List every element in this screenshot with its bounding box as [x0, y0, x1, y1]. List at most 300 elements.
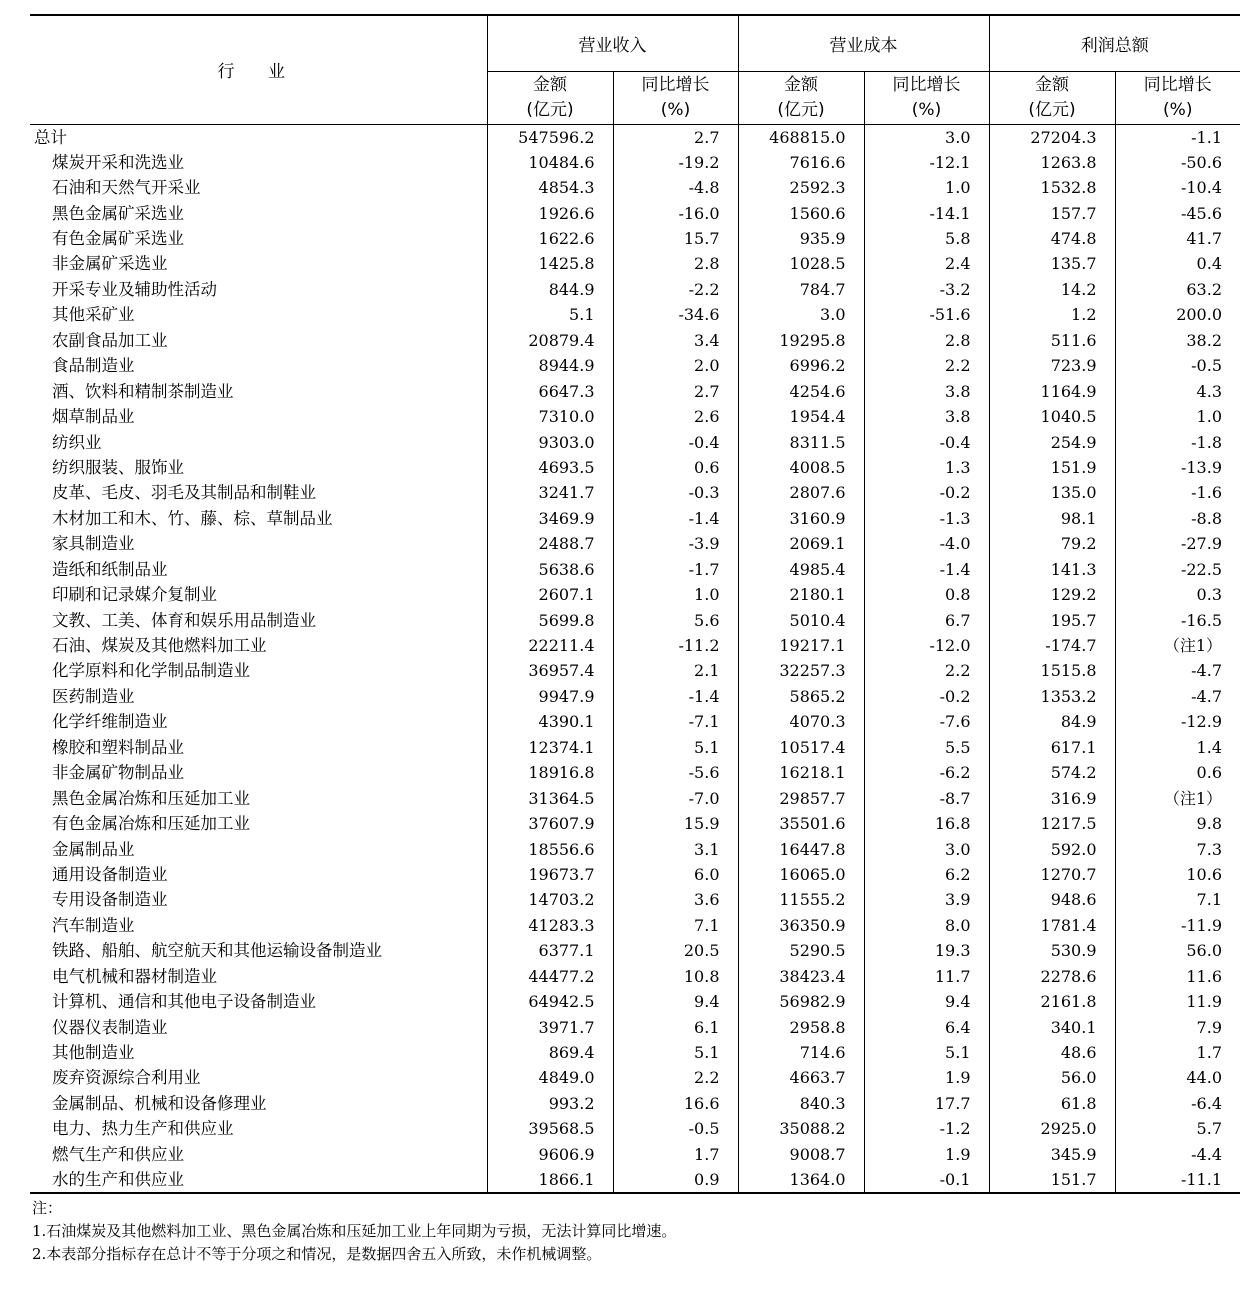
revenue-amount-cell: 4693.5	[487, 455, 613, 480]
revenue-amount-cell: 37607.9	[487, 811, 613, 836]
revenue-growth-cell: -11.2	[613, 633, 738, 658]
table-row	[30, 531, 1240, 556]
revenue-growth-cell: 3.4	[613, 328, 738, 353]
industry-cell: 木材加工和木、竹、藤、棕、草制品业	[52, 508, 333, 528]
revenue-growth-cell: -2.2	[613, 277, 738, 302]
table-row	[30, 175, 1240, 200]
revenue-amount-cell: 39568.5	[487, 1116, 613, 1141]
profit-growth-cell: 7.1	[1115, 887, 1240, 912]
industry-cell: 有色金属冶炼和压延加工业	[52, 814, 250, 834]
subheader-unit: (亿元)	[777, 99, 825, 120]
profit-growth-cell: 11.9	[1115, 989, 1240, 1014]
profit-amount-cell: 592.0	[989, 836, 1115, 861]
profit-growth-cell: -4.7	[1115, 684, 1240, 709]
cost-amount-cell: 840.3	[738, 1091, 864, 1116]
cost-amount-cell: 29857.7	[738, 785, 864, 810]
table-body	[30, 124, 1240, 1193]
cost-amount-cell: 4985.4	[738, 557, 864, 582]
profit-growth-cell: 0.4	[1115, 251, 1240, 276]
revenue-amount-cell: 2488.7	[487, 531, 613, 556]
industry-cell: 医药制造业	[52, 686, 135, 706]
revenue-amount-cell: 10484.6	[487, 150, 613, 175]
table-row	[30, 506, 1240, 531]
table-row	[30, 1142, 1240, 1167]
table-row	[30, 735, 1240, 760]
profit-amount-cell: 1217.5	[989, 811, 1115, 836]
revenue-amount-cell: 4390.1	[487, 709, 613, 734]
table-row	[30, 1040, 1240, 1065]
table-row	[30, 684, 1240, 709]
industry-cell: 水的生产和供应业	[52, 1170, 184, 1189]
profit-amount-cell: 254.9	[989, 429, 1115, 454]
revenue-growth-cell: 1.7	[613, 1142, 738, 1167]
cost-amount-cell: 19217.1	[738, 633, 864, 658]
profit-amount-cell: 511.6	[989, 328, 1115, 353]
cost-amount-cell: 3160.9	[738, 506, 864, 531]
revenue-growth-cell: -1.7	[613, 557, 738, 582]
revenue-growth-cell: -0.3	[613, 480, 738, 505]
profit-growth-cell: 200.0	[1115, 302, 1240, 327]
revenue-growth-cell: 15.9	[613, 811, 738, 836]
revenue-growth-cell: 2.1	[613, 658, 738, 683]
revenue-amount-cell: 14703.2	[487, 887, 613, 912]
revenue-growth-cell: 5.1	[613, 1040, 738, 1065]
table-row	[30, 1116, 1240, 1141]
table-row	[30, 200, 1240, 225]
profit-amount-cell: 723.9	[989, 353, 1115, 378]
revenue-growth-cell: 2.6	[613, 404, 738, 429]
revenue-amount-cell: 5638.6	[487, 557, 613, 582]
profit-amount-cell: 157.7	[989, 200, 1115, 225]
profit-amount-cell: 2278.6	[989, 964, 1115, 989]
profit-amount-cell: 1270.7	[989, 862, 1115, 887]
revenue-amount-cell: 1622.6	[487, 226, 613, 251]
industry-cell: 食品制造业	[52, 356, 135, 376]
industry-cell: 总计	[34, 127, 67, 147]
profit-amount-cell: 1164.9	[989, 378, 1115, 403]
profit-growth-cell: 0.6	[1115, 760, 1240, 785]
industry-cell: 煤炭开采和洗选业	[52, 152, 184, 172]
table-row	[30, 938, 1240, 963]
subheader-unit: (%)	[911, 99, 942, 120]
cost-growth-cell: 19.3	[864, 938, 989, 963]
profit-amount-cell: 1040.5	[989, 404, 1115, 429]
revenue-amount-cell: 3469.9	[487, 506, 613, 531]
revenue-amount-cell: 1926.6	[487, 200, 613, 225]
table-row	[30, 1065, 1240, 1090]
industry-cell: 黑色金属冶炼和压延加工业	[52, 788, 250, 808]
cost-amount-cell: 1560.6	[738, 200, 864, 225]
table-row	[30, 455, 1240, 480]
profit-amount-cell: 530.9	[989, 938, 1115, 963]
revenue-growth-cell: -3.9	[613, 531, 738, 556]
cost-growth-cell: -6.2	[864, 760, 989, 785]
profit-amount-cell: 84.9	[989, 709, 1115, 734]
cost-growth-cell: 16.8	[864, 811, 989, 836]
cost-amount-cell: 56982.9	[738, 989, 864, 1014]
cost-growth-cell: -14.1	[864, 200, 989, 225]
cost-amount-cell: 10517.4	[738, 735, 864, 760]
cost-amount-cell: 4008.5	[738, 455, 864, 480]
profit-growth-cell: -8.8	[1115, 506, 1240, 531]
profit-amount-cell: 195.7	[989, 607, 1115, 632]
industry-cell: 计算机、通信和其他电子设备制造业	[52, 992, 316, 1012]
revenue-growth-cell: 3.6	[613, 887, 738, 912]
profit-growth-cell: 9.8	[1115, 811, 1240, 836]
profit-amount-cell: 61.8	[989, 1091, 1115, 1116]
profit-amount-cell: 14.2	[989, 277, 1115, 302]
revenue-growth-cell: 6.0	[613, 862, 738, 887]
profit-growth-cell: 10.6	[1115, 862, 1240, 887]
table-row	[30, 226, 1240, 251]
cost-amount-cell: 1954.4	[738, 404, 864, 429]
cost-amount-cell: 4070.3	[738, 709, 864, 734]
cost-amount-cell: 38423.4	[738, 964, 864, 989]
table-row	[30, 658, 1240, 683]
cost-amount-cell: 32257.3	[738, 658, 864, 683]
revenue-growth-cell: 2.7	[613, 378, 738, 403]
subheader-label: 金额	[1035, 74, 1069, 95]
industry-cell: 印刷和记录媒介复制业	[52, 585, 217, 605]
cost-growth-cell: 17.7	[864, 1091, 989, 1116]
profit-growth-cell: 1.4	[1115, 735, 1240, 760]
cost-growth-cell: 3.8	[864, 404, 989, 429]
profit-growth-cell: 44.0	[1115, 1065, 1240, 1090]
table-row	[30, 633, 1240, 658]
notes-title: 注：	[32, 1199, 63, 1217]
header-revenue: 营业收入	[487, 15, 738, 71]
cost-amount-cell: 16065.0	[738, 862, 864, 887]
profit-amount-cell: 135.7	[989, 251, 1115, 276]
profit-amount-cell: 948.6	[989, 887, 1115, 912]
revenue-growth-cell: 9.4	[613, 989, 738, 1014]
industry-cell: 黑色金属矿采选业	[52, 203, 184, 223]
revenue-amount-cell: 20879.4	[487, 328, 613, 353]
table-row	[30, 760, 1240, 785]
revenue-amount-cell: 993.2	[487, 1091, 613, 1116]
revenue-growth-cell: 2.7	[613, 124, 738, 150]
cost-amount-cell: 5290.5	[738, 938, 864, 963]
cost-growth-cell: 3.0	[864, 124, 989, 150]
cost-growth-cell: 1.3	[864, 455, 989, 480]
revenue-growth-cell: 0.9	[613, 1167, 738, 1193]
profit-amount-cell: 135.0	[989, 480, 1115, 505]
industry-cell: 其他制造业	[52, 1043, 135, 1063]
profit-amount-cell: 98.1	[989, 506, 1115, 531]
revenue-amount-cell: 31364.5	[487, 785, 613, 810]
industry-cell: 电气机械和器材制造业	[52, 966, 217, 986]
table-row	[30, 353, 1240, 378]
header-industry: 行 业	[30, 15, 487, 124]
profit-amount-cell: 1781.4	[989, 913, 1115, 938]
industry-cell: 专用设备制造业	[52, 890, 168, 910]
revenue-amount-cell: 547596.2	[487, 124, 613, 150]
profit-amount-cell: 129.2	[989, 582, 1115, 607]
subheader-unit: (%)	[660, 99, 691, 120]
profit-growth-cell: 41.7	[1115, 226, 1240, 251]
cost-growth-cell: -1.2	[864, 1116, 989, 1141]
industry-cell: 化学纤维制造业	[52, 712, 168, 732]
cost-amount-cell: 35088.2	[738, 1116, 864, 1141]
revenue-amount-cell: 1866.1	[487, 1167, 613, 1193]
profit-amount-cell: 340.1	[989, 1014, 1115, 1039]
revenue-amount-cell: 44477.2	[487, 964, 613, 989]
revenue-amount-cell: 6647.3	[487, 378, 613, 403]
profit-growth-cell: -12.9	[1115, 709, 1240, 734]
table-row	[30, 480, 1240, 505]
cost-growth-cell: 9.4	[864, 989, 989, 1014]
revenue-growth-cell: -1.4	[613, 684, 738, 709]
subheader-label: 同比增长	[892, 74, 961, 95]
table-row	[30, 913, 1240, 938]
industry-cell: 农副食品加工业	[52, 330, 168, 350]
revenue-growth-cell: -0.5	[613, 1116, 738, 1141]
cost-growth-cell: 8.0	[864, 913, 989, 938]
revenue-growth-cell: 6.1	[613, 1014, 738, 1039]
revenue-growth-cell: 5.1	[613, 735, 738, 760]
cost-amount-cell: 1028.5	[738, 251, 864, 276]
revenue-growth-cell: 16.6	[613, 1091, 738, 1116]
cost-growth-cell: 3.9	[864, 887, 989, 912]
revenue-growth-cell: -34.6	[613, 302, 738, 327]
cost-amount-cell: 11555.2	[738, 887, 864, 912]
profit-amount-cell: 617.1	[989, 735, 1115, 760]
industry-cell: 皮革、毛皮、羽毛及其制品和制鞋业	[52, 483, 316, 503]
cost-growth-cell: -12.1	[864, 150, 989, 175]
revenue-amount-cell: 9606.9	[487, 1142, 613, 1167]
revenue-amount-cell: 9947.9	[487, 684, 613, 709]
cost-amount-cell: 935.9	[738, 226, 864, 251]
revenue-amount-cell: 36957.4	[487, 658, 613, 683]
cost-amount-cell: 16447.8	[738, 836, 864, 861]
subheader-cost-amount	[738, 71, 864, 124]
profit-amount-cell: 1263.8	[989, 150, 1115, 175]
cost-growth-cell: -4.0	[864, 531, 989, 556]
cost-amount-cell: 19295.8	[738, 328, 864, 353]
subheader-label: 同比增长	[1143, 74, 1212, 95]
revenue-amount-cell: 4849.0	[487, 1065, 613, 1090]
subheader-cost-growth	[864, 71, 989, 124]
note-1: 1.石油煤炭及其他燃料加工业、黑色金属冶炼和压延加工业上年同期为亏损，无法计算同比增速。	[32, 1222, 677, 1240]
revenue-amount-cell: 19673.7	[487, 862, 613, 887]
profit-growth-cell: -16.5	[1115, 607, 1240, 632]
header-cost: 营业成本	[738, 15, 989, 71]
subheader-profit-amount	[989, 71, 1115, 124]
profit-amount-cell: 1353.2	[989, 684, 1115, 709]
profit-growth-cell: -11.9	[1115, 913, 1240, 938]
profit-growth-cell: -11.1	[1115, 1167, 1240, 1193]
cost-growth-cell: -1.4	[864, 557, 989, 582]
revenue-growth-cell: -7.1	[613, 709, 738, 734]
industry-cell: 开采专业及辅助性活动	[52, 279, 217, 299]
profit-growth-cell: -27.9	[1115, 531, 1240, 556]
table-row	[30, 1014, 1240, 1039]
cost-growth-cell: -51.6	[864, 302, 989, 327]
cost-growth-cell: 6.2	[864, 862, 989, 887]
cost-amount-cell: 784.7	[738, 277, 864, 302]
cost-growth-cell: 3.0	[864, 836, 989, 861]
revenue-growth-cell: 15.7	[613, 226, 738, 251]
cost-growth-cell: 6.4	[864, 1014, 989, 1039]
cost-amount-cell: 9008.7	[738, 1142, 864, 1167]
profit-growth-cell: -13.9	[1115, 455, 1240, 480]
cost-growth-cell: 2.8	[864, 328, 989, 353]
cost-growth-cell: 2.4	[864, 251, 989, 276]
subheader-label: 同比增长	[641, 74, 710, 95]
cost-growth-cell: -0.2	[864, 480, 989, 505]
revenue-amount-cell: 7310.0	[487, 404, 613, 429]
subheader-revenue-amount	[487, 71, 613, 124]
industry-cell: 铁路、船舶、航空航天和其他运输设备制造业	[52, 941, 382, 961]
revenue-amount-cell: 6377.1	[487, 938, 613, 963]
revenue-growth-cell: -19.2	[613, 150, 738, 175]
profit-amount-cell: 151.9	[989, 455, 1115, 480]
cost-amount-cell: 2180.1	[738, 582, 864, 607]
revenue-growth-cell: 7.1	[613, 913, 738, 938]
table-row	[30, 607, 1240, 632]
cost-growth-cell: 5.8	[864, 226, 989, 251]
revenue-growth-cell: 0.6	[613, 455, 738, 480]
cost-amount-cell: 4254.6	[738, 378, 864, 403]
profit-amount-cell: 2925.0	[989, 1116, 1115, 1141]
industry-cell: 石油和天然气开采业	[52, 178, 201, 198]
profit-growth-cell: 7.9	[1115, 1014, 1240, 1039]
profit-amount-cell: 79.2	[989, 531, 1115, 556]
cost-growth-cell: 5.5	[864, 735, 989, 760]
cost-growth-cell: 1.0	[864, 175, 989, 200]
subheader-unit: (亿元)	[1028, 99, 1076, 120]
revenue-growth-cell: -4.8	[613, 175, 738, 200]
revenue-amount-cell: 5699.8	[487, 607, 613, 632]
industry-cell: 金属制品业	[52, 839, 135, 859]
revenue-amount-cell: 3241.7	[487, 480, 613, 505]
cost-growth-cell: -12.0	[864, 633, 989, 658]
cost-amount-cell: 2069.1	[738, 531, 864, 556]
revenue-growth-cell: 1.0	[613, 582, 738, 607]
profit-growth-cell: -0.5	[1115, 353, 1240, 378]
industry-cell: 酒、饮料和精制茶制造业	[52, 381, 234, 401]
profit-amount-cell: 1532.8	[989, 175, 1115, 200]
table-row	[30, 150, 1240, 175]
revenue-growth-cell: -5.6	[613, 760, 738, 785]
industry-cell: 其他采矿业	[52, 305, 135, 325]
industry-cell: 烟草制品业	[52, 407, 135, 427]
profit-amount-cell: 316.9	[989, 785, 1115, 810]
industry-cell: 家具制造业	[52, 534, 135, 554]
revenue-growth-cell: 2.2	[613, 1065, 738, 1090]
table-row	[30, 557, 1240, 582]
profit-growth-cell: -1.1	[1115, 124, 1240, 150]
cost-amount-cell: 714.6	[738, 1040, 864, 1065]
table-row	[30, 836, 1240, 861]
cost-amount-cell: 35501.6	[738, 811, 864, 836]
revenue-growth-cell: -16.0	[613, 200, 738, 225]
revenue-amount-cell: 844.9	[487, 277, 613, 302]
profit-growth-cell: -1.6	[1115, 480, 1240, 505]
profit-growth-cell: 38.2	[1115, 328, 1240, 353]
profit-growth-cell: -22.5	[1115, 557, 1240, 582]
revenue-amount-cell: 18916.8	[487, 760, 613, 785]
table-row	[30, 302, 1240, 327]
industry-cell: 金属制品、机械和设备修理业	[52, 1093, 267, 1113]
revenue-amount-cell: 869.4	[487, 1040, 613, 1065]
profit-growth-cell: -50.6	[1115, 150, 1240, 175]
profit-amount-cell: 1515.8	[989, 658, 1115, 683]
profit-amount-cell: 574.2	[989, 760, 1115, 785]
industry-cell: 非金属矿采选业	[52, 254, 168, 274]
cost-amount-cell: 3.0	[738, 302, 864, 327]
profit-growth-cell: -6.4	[1115, 1091, 1240, 1116]
cost-amount-cell: 2958.8	[738, 1014, 864, 1039]
industry-cell: 汽车制造业	[52, 915, 135, 935]
profit-amount-cell: 151.7	[989, 1167, 1115, 1193]
table-row	[30, 429, 1240, 454]
cost-amount-cell: 2807.6	[738, 480, 864, 505]
table-row	[30, 582, 1240, 607]
industry-cell: 橡胶和塑料制品业	[52, 737, 184, 757]
revenue-amount-cell: 1425.8	[487, 251, 613, 276]
table-row	[30, 989, 1240, 1014]
cost-growth-cell: 1.9	[864, 1142, 989, 1167]
profit-amount-cell: 345.9	[989, 1142, 1115, 1167]
revenue-amount-cell: 8944.9	[487, 353, 613, 378]
revenue-amount-cell: 4854.3	[487, 175, 613, 200]
profit-growth-cell: -45.6	[1115, 200, 1240, 225]
revenue-amount-cell: 22211.4	[487, 633, 613, 658]
cost-amount-cell: 7616.6	[738, 150, 864, 175]
profit-growth-cell: 11.6	[1115, 964, 1240, 989]
cost-growth-cell: -1.3	[864, 506, 989, 531]
revenue-amount-cell: 41283.3	[487, 913, 613, 938]
revenue-amount-cell: 9303.0	[487, 429, 613, 454]
industry-cell: 废弃资源综合利用业	[52, 1068, 201, 1088]
profit-growth-cell: 1.0	[1115, 404, 1240, 429]
industry-cell: 纺织服装、服饰业	[52, 457, 184, 477]
table-row	[30, 862, 1240, 887]
industry-finance-table	[30, 14, 1240, 1194]
cost-growth-cell: -0.1	[864, 1167, 989, 1193]
cost-growth-cell: 1.9	[864, 1065, 989, 1090]
cost-growth-cell: -0.4	[864, 429, 989, 454]
industry-cell: 纺织业	[52, 432, 102, 452]
cost-growth-cell: -0.2	[864, 684, 989, 709]
profit-growth-cell: （注1）	[1115, 633, 1240, 658]
cost-growth-cell: 6.7	[864, 607, 989, 632]
profit-growth-cell: 56.0	[1115, 938, 1240, 963]
subheader-profit-growth	[1115, 71, 1240, 124]
profit-amount-cell: 56.0	[989, 1065, 1115, 1090]
revenue-growth-cell: 5.6	[613, 607, 738, 632]
table-row	[30, 811, 1240, 836]
cost-amount-cell: 468815.0	[738, 124, 864, 150]
cost-amount-cell: 1364.0	[738, 1167, 864, 1193]
revenue-growth-cell: 20.5	[613, 938, 738, 963]
industry-cell: 石油、煤炭及其他燃料加工业	[52, 636, 267, 656]
subheader-unit: (%)	[1163, 99, 1193, 120]
revenue-amount-cell: 2607.1	[487, 582, 613, 607]
cost-growth-cell: 11.7	[864, 964, 989, 989]
profit-growth-cell: 4.3	[1115, 378, 1240, 403]
revenue-amount-cell: 12374.1	[487, 735, 613, 760]
cost-amount-cell: 6996.2	[738, 353, 864, 378]
table-row	[30, 404, 1240, 429]
cost-amount-cell: 2592.3	[738, 175, 864, 200]
subheader-label: 金额	[784, 74, 818, 95]
profit-growth-cell: 7.3	[1115, 836, 1240, 861]
revenue-amount-cell: 64942.5	[487, 989, 613, 1014]
header-profit: 利润总额	[989, 15, 1240, 71]
table-row	[30, 1167, 1240, 1193]
